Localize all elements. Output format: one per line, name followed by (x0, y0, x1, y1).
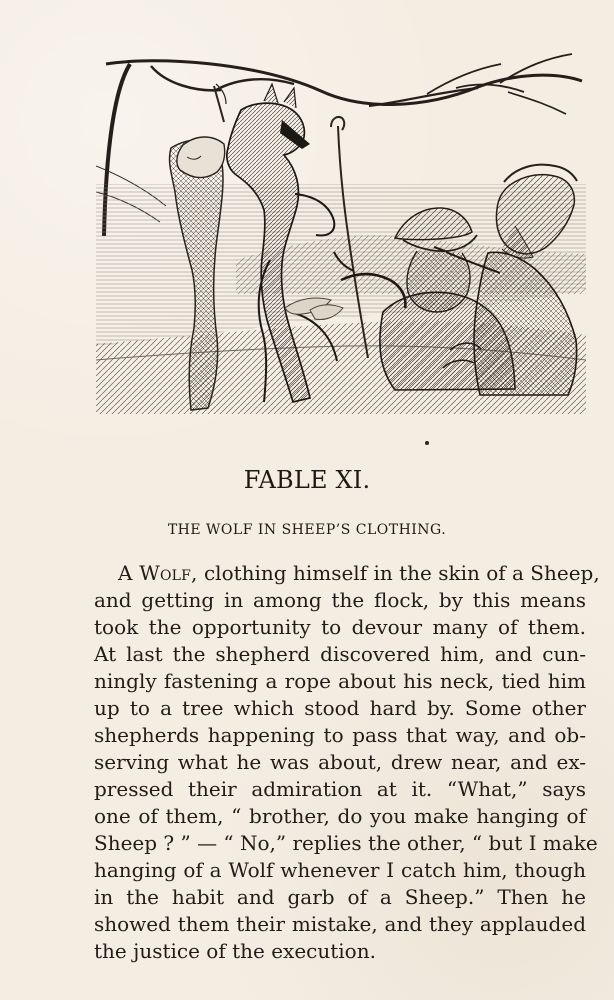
body-line-5: ningly fastening a rope about his neck, tied him (94, 669, 586, 693)
body-line-11: Sheep ? ” — “ No,” replies the other, “ but I make (94, 831, 598, 855)
printer-mark (425, 441, 429, 445)
body-line-3: took the opportunity to devour many of them. (94, 615, 586, 639)
body-line-12: hanging of a Wolf whenever I catch him, though (94, 858, 586, 882)
body-line-14: showed them their mistake, and they applauded (94, 912, 586, 936)
lead-phrase: A Wolf, (118, 561, 198, 585)
fable-body (94, 560, 600, 965)
fable-title: FABLE XI. (243, 466, 371, 494)
body-line-15: the justice of the execution. (94, 939, 376, 963)
body-line-7: shepherds happening to pass that way, and ob- (94, 723, 586, 747)
body-line-8: serving what he was about, drew near, and ex- (94, 750, 586, 774)
fable-subtitle: THE WOLF IN SHEEP’S CLOTHING. (167, 522, 447, 538)
fable-engraving (96, 46, 586, 414)
body-line-9: pressed their admiration at it. “What,” says (94, 777, 586, 801)
body-line-13: in the habit and garb of a Sheep.” Then he (94, 885, 586, 909)
body-line-6: up to a tree which stood hard by. Some other (94, 696, 586, 720)
body-line-10: one of them, “ brother, do you make hanging of (94, 804, 586, 828)
body-line-2: and getting in among the flock, by this means (94, 588, 586, 612)
body-line-4: At last the shepherd discovered him, and cun- (94, 642, 586, 666)
body-line-1-rest: clothing himself in the skin of a Sheep, (203, 561, 600, 585)
body-line-1 (94, 560, 600, 587)
